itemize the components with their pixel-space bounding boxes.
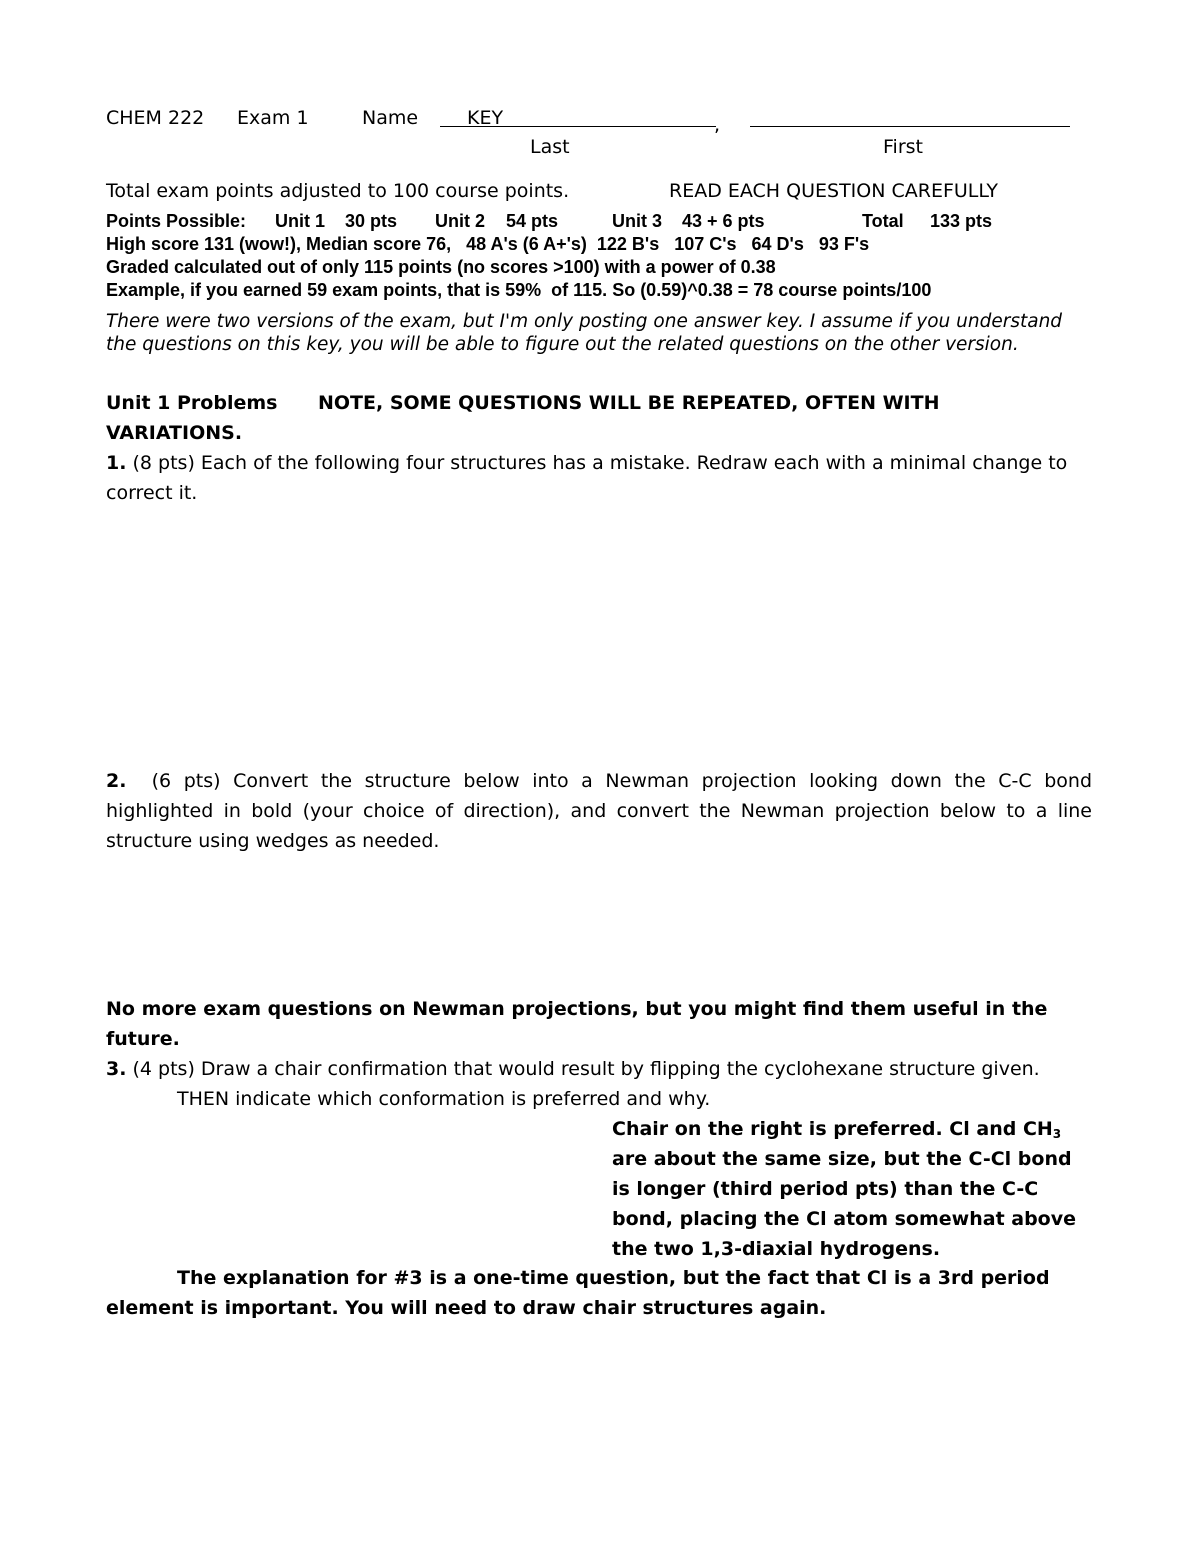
- last-name-underline: [440, 126, 716, 127]
- intro-caps: READ EACH QUESTION CAREFULLY: [669, 180, 999, 202]
- intro-text: Total exam points adjusted to 100 course points.: [106, 180, 570, 202]
- unit1-label: Unit 1: [275, 211, 326, 231]
- answer-line-2: are about the same size, but the C-Cl bond: [612, 1148, 1072, 1170]
- question-2: [106, 766, 1099, 856]
- closing-line-1: The explanation for #3 is a one-time question, but the fact that Cl is a 3rd period: [177, 1267, 1050, 1289]
- answer-line-3: is longer (third period pts) than the C-C: [612, 1178, 1039, 1200]
- exam-label: Exam 1: [237, 107, 309, 129]
- question-3-text: (4 pts) Draw a chair confirmation that would result by flipping the cyclohexane structure given.: [126, 1058, 1040, 1080]
- unit1-heading: Unit 1 Problems: [106, 392, 278, 414]
- closing-line-2: element is important. You will need to draw chair structures again.: [106, 1297, 827, 1319]
- question-2-text: (6 pts) Convert the structure below into a Newman projection looking down the C-C bond highlighted in bold (your choice of direction), and convert the Newman projection below to a line structure using wedges as needed.: [106, 770, 1099, 852]
- answer-subscript: 3: [1052, 1127, 1062, 1141]
- question-2-number: 2.: [106, 770, 127, 792]
- course-code: CHEM 222: [106, 107, 205, 129]
- last-label: Last: [530, 136, 570, 158]
- unit2-label: Unit 2: [435, 211, 486, 231]
- answer-line-4: bond, placing the Cl atom somewhat above: [612, 1208, 1077, 1230]
- total-label: Total: [862, 211, 904, 231]
- first-label: First: [883, 136, 923, 158]
- name-label: Name: [362, 107, 419, 129]
- name-comma: ,: [714, 114, 721, 136]
- question-1-number: 1.: [106, 452, 127, 474]
- versions-note: There were two versions of the exam, but I'm only posting one answer key. I assume if you understand the questions on this key, you will be able to figure out the related questions on the other version.: [106, 311, 1063, 355]
- name-value: KEY: [467, 107, 504, 129]
- unit3-points: 43 + 6 pts: [682, 211, 765, 231]
- total-points: 133 pts: [930, 211, 993, 231]
- question-1: [106, 448, 1096, 508]
- unit1-repeat-note: NOTE, SOME QUESTIONS WILL BE REPEATED, OFTEN WITH: [318, 392, 940, 414]
- question-3-number: 3.: [106, 1058, 127, 1080]
- first-name-underline: [750, 126, 1070, 127]
- answer-line-5: the two 1,3-diaxial hydrogens.: [612, 1238, 941, 1260]
- newman-note: No more exam questions on Newman projections, but you might find them useful in the future.: [106, 998, 1048, 1050]
- grading-note: Graded calculated out of only 115 points (no scores >100) with a power of 0.38: [106, 257, 776, 277]
- question-3: [106, 1054, 1040, 1084]
- grading-example: Example, if you earned 59 exam points, that is 59% of 115. So (0.59)^0.38 = 78 course points/100: [106, 280, 932, 300]
- unit1-points: 30 pts: [345, 211, 398, 231]
- answer-line-1-text: Chair on the right is preferred. Cl and CH: [612, 1118, 1053, 1140]
- points-possible-label: Points Possible:: [106, 211, 247, 231]
- score-distribution: High score 131 (wow!), Median score 76, 48 A's (6 A+'s) 122 B's 107 C's 64 D's 93 F's: [106, 234, 870, 254]
- unit2-points: 54 pts: [506, 211, 559, 231]
- unit1-repeat-note-cont: VARIATIONS.: [106, 422, 243, 444]
- question-3-line2: THEN indicate which conformation is preferred and why.: [177, 1088, 711, 1110]
- unit3-label: Unit 3: [612, 211, 663, 231]
- intro-line: [106, 176, 569, 206]
- question-1-text: (8 pts) Each of the following four structures has a mistake. Redraw each with a minimal change to correct it.: [106, 452, 1068, 504]
